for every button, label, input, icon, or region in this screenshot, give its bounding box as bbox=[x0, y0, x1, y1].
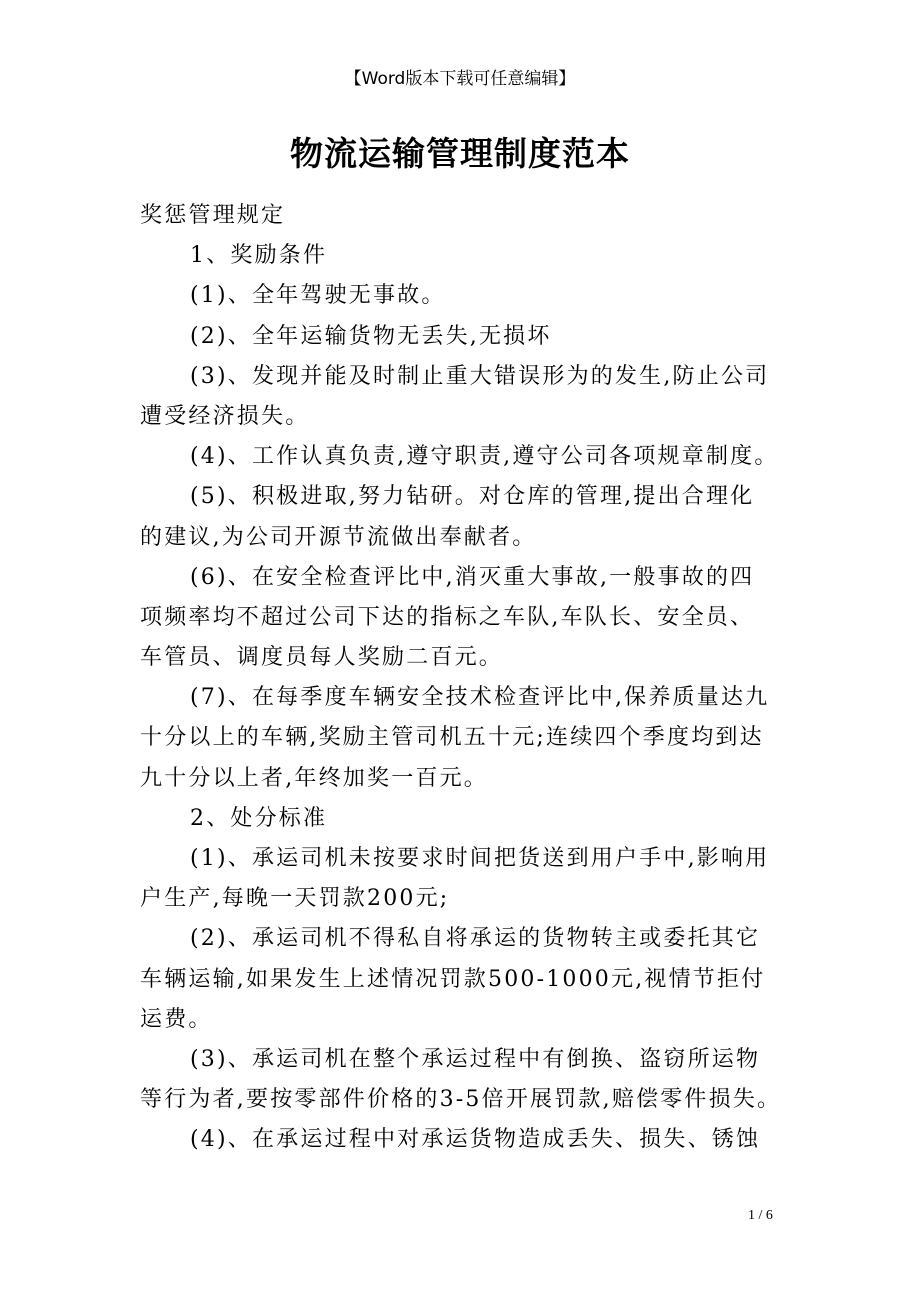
document-body bbox=[140, 196, 800, 1161]
paragraph bbox=[140, 477, 800, 557]
text-line: 遭受经济损失。 bbox=[140, 403, 310, 429]
text-line: 等行为者,要按零部件价格的3-5倍开展罚款,赔偿零件损失。 bbox=[140, 1087, 782, 1113]
paragraph bbox=[140, 558, 800, 679]
paragraph bbox=[140, 276, 800, 316]
paragraph bbox=[140, 919, 800, 1040]
text-line: (4)、在承运过程中对承运货物造成丢失、损失、锈蚀 bbox=[190, 1127, 761, 1153]
text-line: 九十分以上者,年终加奖一百元。 bbox=[140, 765, 488, 791]
text-line: (2)、承运司机不得私自将承运的货物转主或委托其它 bbox=[190, 926, 761, 952]
text-line: (1)、全年驾驶无事故。 bbox=[190, 283, 446, 309]
paragraph bbox=[140, 839, 800, 919]
paragraph bbox=[140, 1120, 800, 1160]
text-line: (4)、工作认真负责,遵守职责,遵守公司各项规章制度。 bbox=[190, 444, 779, 470]
text-line: 项频率均不超过公司下达的指标之车队,车队长、安全员、 bbox=[140, 604, 755, 630]
text-line: (2)、全年运输货物无丢失,无损坏 bbox=[190, 323, 552, 349]
paragraph bbox=[140, 678, 800, 799]
text-line: 1、奖励条件 bbox=[190, 243, 328, 269]
paragraph bbox=[140, 357, 800, 437]
paragraph bbox=[140, 799, 800, 839]
text-line: 奖惩管理规定 bbox=[140, 203, 286, 228]
text-line: (7)、在每季度车辆安全技术检查评比中,保养质量达九 bbox=[190, 685, 770, 711]
page-number: 1 / 6 bbox=[748, 1208, 773, 1223]
paragraph bbox=[140, 317, 800, 357]
document-title: 物流运输管理制度范本 bbox=[290, 134, 630, 173]
text-line: 的建议,为公司开源节流做出奉献者。 bbox=[140, 524, 537, 550]
text-line: 车管员、调度员每人奖励二百元。 bbox=[140, 645, 504, 671]
paragraph bbox=[140, 236, 800, 276]
paragraph bbox=[140, 437, 800, 477]
text-line: (1)、承运司机未按要求时间把货送到用户手中,影响用 bbox=[190, 846, 770, 871]
text-line: 2、处分标准 bbox=[190, 805, 328, 831]
text-line: 十分以上的车辆,奖励主管司机五十元;连续四个季度均到达 bbox=[140, 725, 764, 751]
paragraph bbox=[140, 196, 800, 236]
text-line: 车辆运输,如果发生上述情况罚款500-1000元,视情节拒付 bbox=[140, 966, 766, 992]
text-line: (5)、积极进取,努力钻研。对仓库的管理,提出合理化 bbox=[190, 484, 755, 510]
text-line: (6)、在安全检查评比中,消灭重大事故,一般事故的四 bbox=[190, 564, 755, 590]
text-line: 运费。 bbox=[140, 1006, 213, 1032]
paragraph bbox=[140, 1040, 800, 1120]
text-line: 户生产,每晚一天罚款200元; bbox=[140, 886, 450, 912]
text-line: (3)、承运司机在整个承运过程中有倒换、盗窃所运物 bbox=[190, 1046, 761, 1072]
document-header: 【Word版本下载可任意编辑】 bbox=[344, 69, 576, 89]
text-line: (3)、发现并能及时制止重大错误形为的发生,防止公司 bbox=[190, 363, 770, 389]
